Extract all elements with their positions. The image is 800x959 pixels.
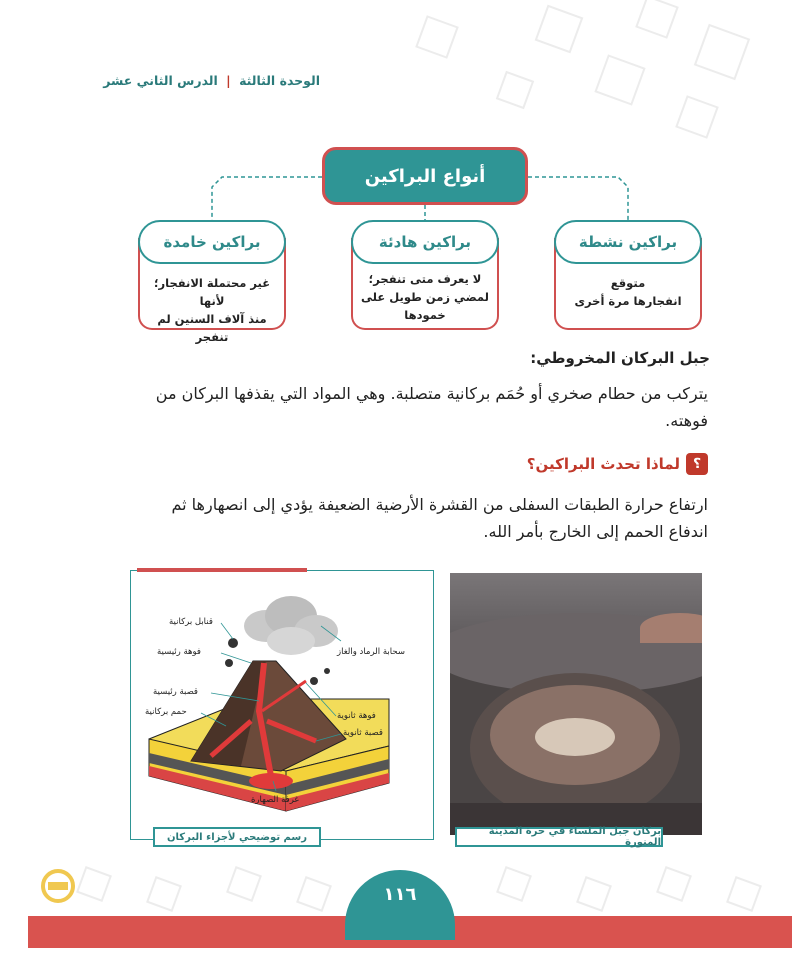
decor-square [496, 866, 532, 902]
label-magma-chamber: غرفة الصهارة [251, 795, 299, 805]
paragraph-line: اندفاع الحمم إلى الخارج بأمر الله. [483, 522, 708, 541]
label-lava: حمم بركانية [145, 707, 187, 717]
desc-line: لا يعرف متى تنفجر؛ [368, 272, 482, 286]
desc-line: لمضي زمن طويل على [361, 290, 489, 304]
paragraph-why [88, 491, 708, 545]
question-icon: ؟ [686, 453, 708, 475]
desc-line: متوقع [610, 276, 646, 290]
card-title: براكين خامدة [138, 220, 286, 264]
concept-map-main: أنواع البراكين [322, 147, 528, 205]
header-lesson: الدرس الثاني عشر [103, 73, 218, 88]
section-heading-why [527, 453, 708, 475]
card-active-volcanoes [554, 220, 702, 330]
photo-hill-red [640, 613, 702, 643]
section-heading-cone: جبل البركان المخروطي: [530, 349, 710, 367]
desc-line: انفجارها مرة أخرى [574, 294, 682, 308]
card-description [144, 274, 280, 346]
photo-crater-floor [535, 718, 615, 756]
header-unit: الوحدة الثالثة [239, 73, 320, 88]
card-description [560, 274, 696, 310]
label-ash-cloud: سحابة الرماد والغاز [337, 647, 405, 657]
decor-square [76, 866, 112, 902]
label-main-crater: فوهة رئيسية [157, 647, 201, 657]
section-heading-text: لماذا تحدث البراكين؟ [526, 455, 680, 473]
photo-caption: بركان جبل الملساء في حرة المدينة المنورة [455, 827, 663, 847]
decor-square [656, 866, 692, 902]
label-main-vent: قصبة رئيسية [153, 687, 198, 697]
card-title: براكين هادئة [351, 220, 499, 264]
publisher-logo-icon [38, 866, 78, 906]
decor-square [576, 876, 612, 912]
label-bombs: قنابل بركانية [169, 617, 213, 627]
desc-line: غير محتملة الانفجار؛ لأنها [153, 276, 271, 308]
decor-square [226, 866, 262, 902]
card-description [357, 270, 493, 324]
decor-square [726, 876, 762, 912]
card-quiet-volcanoes [351, 220, 499, 330]
paragraph-line: ارتفاع حرارة الطبقات السفلى من القشرة الأرضية الضعيفة يؤدي إلى انصهارها ثم [171, 495, 708, 514]
label-secondary-vent: قصبة ثانوية [343, 728, 383, 738]
volcano-photo [450, 573, 702, 835]
volcano-diagram-panel [130, 570, 434, 840]
header-separator: | [226, 73, 231, 88]
page-number: ١١٦ [345, 870, 455, 940]
paragraph-cone [88, 380, 708, 434]
diagram-caption: رسم توضيحي لأجزاء البركان [153, 827, 321, 847]
card-title: براكين نشطة [554, 220, 702, 264]
desc-line: منذ آلاف السنين لم تنفجر [157, 312, 267, 344]
decor-square [296, 876, 332, 912]
label-secondary-crater: فوهة ثانوية [337, 711, 376, 721]
desc-line: خمودها [404, 308, 446, 322]
paragraph-line: فوهته. [665, 411, 708, 430]
decor-square [146, 876, 182, 912]
paragraph-line: يتركب من حطام صخري أو حُمَم بركانية متصلبة. وهي المواد التي يقذفها البركان من [155, 384, 708, 403]
card-dormant-volcanoes [138, 220, 286, 344]
